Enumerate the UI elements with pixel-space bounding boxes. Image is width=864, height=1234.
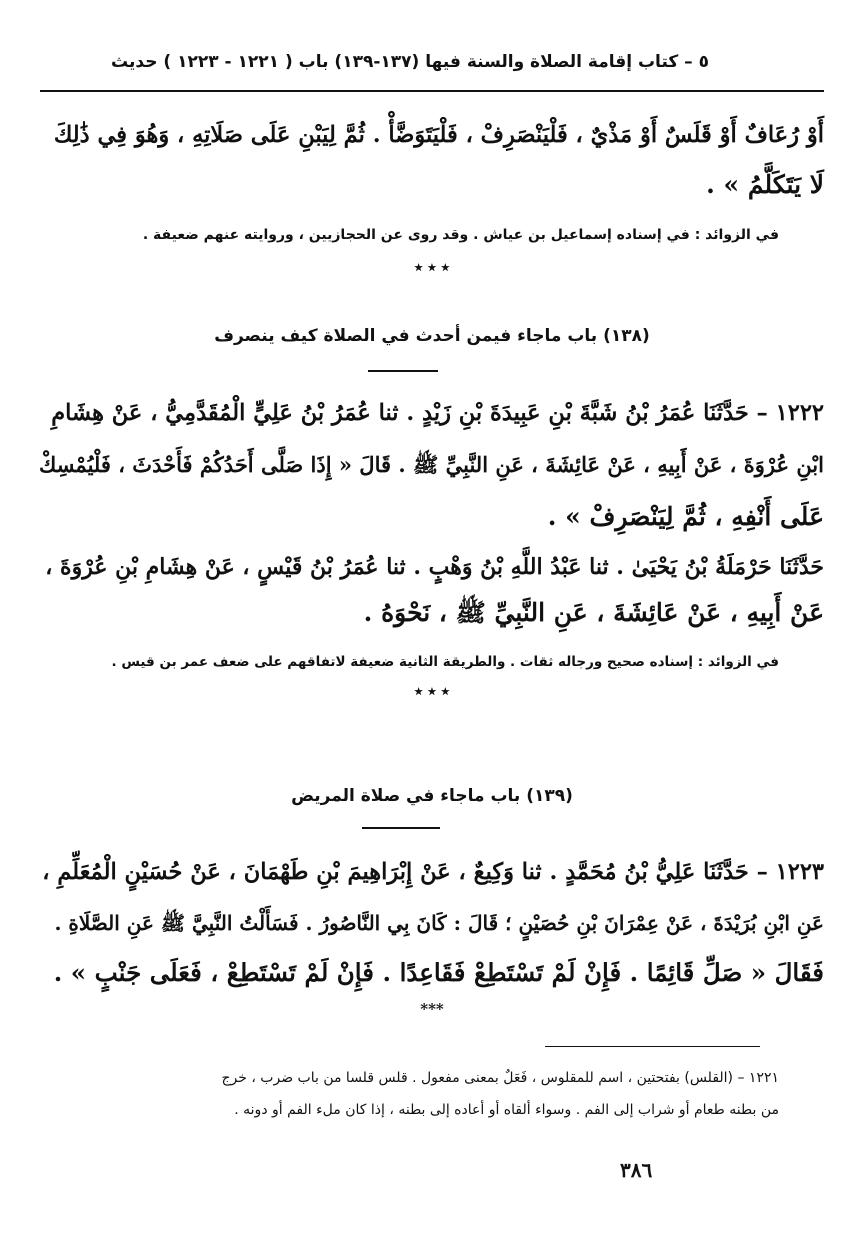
chapter-title-138: (١٣٨) باب ماجاء فيمن أحدث في الصلاة كيف ينصرف [214, 326, 650, 346]
hadith-1222-line-3: عَلَى أَنْفِهِ ، ثُمَّ لِيَنْصَرِفْ » . [547, 502, 824, 531]
chapter-rule-138 [368, 370, 438, 372]
hadith-1223-line-1: ١٢٢٣ – حَدَّثَنَا عَلِيُّ بْنُ مُحَمَّدٍ . ثنا وَكِيعٌ ، عَنْ إِبْرَاهِيمَ بْنِ طَهْمَانَ ، عَنْ حُسَيْنٍ الْمُعَلِّمِ ، [42, 859, 824, 885]
ornament-separator-2: ٭ ٭ ٭ [414, 682, 450, 700]
page-number: ٣٨٦ [620, 1158, 653, 1182]
zawaid-note-1221: في الزوائد : في إسناده إسماعيل بن عياش . وقد روى عن الحجازيين ، وروايته عنهم ضعيفة . [142, 227, 779, 243]
hadith-1221-line-2: لَا يَتَكَلَّمُ » . [706, 170, 824, 199]
footnote-rule [545, 1046, 760, 1047]
header-rule [40, 90, 824, 92]
chapter-rule-139 [362, 827, 440, 829]
hadith-1222-line-4: حَدَّثَنَا حَرْمَلَةُ بْنُ يَحْيَىٰ . ثنا عَبْدُ اللَّهِ بْنُ وَهْبٍ . ثنا عُمَرُ بْنُ قَيْسٍ ، عَنْ هِشَامِ بْنِ عُرْوَةَ ، [45, 554, 824, 580]
ornament-separator-1: ٭ ٭ ٭ [414, 258, 450, 276]
hadith-1221-line-1: أَوْ رُعَافٌ أَوْ قَلَسٌ أَوْ مَذْيٌ ، فَلْيَنْصَرِفْ ، فَلْيَتَوَضَّأْ . ثُمَّ لِيَبْنِ عَلَى صَلَاتِهِ ، وَهُوَ فِي ذَٰلِكَ [53, 122, 824, 148]
hadith-1222-line-1: ١٢٢٢ – حَدَّثَنَا عُمَرُ بْنُ شَبَّةَ بْنِ عَبِيدَةَ بْنِ زَيْدٍ . ثنا عُمَرُ بْنُ عَلِيٍّ الْمُقَدَّمِيُّ ، عَنْ هِشَامِ [51, 400, 824, 426]
footnote-line-1: ١٢٢١ – (القلس) بفتحتين ، اسم للمقلوس ، فَعَلٌ بمعنى مفعول . قلس قلسا من باب ضرب ، خرج [221, 1070, 779, 1086]
hadith-1223-line-2: عَنِ ابْنِ بُرَيْدَةَ ، عَنْ عِمْرَانَ بْنِ حُصَيْنٍ ؛ قَالَ : كَانَ بِي النَّاصُورُ . فَسَأَلْتُ النَّبِيَّ ﷺ عَنِ الصَّلَاةِ . [54, 911, 824, 935]
zawaid-note-1222: في الزوائد : إسناده صحيح ورجاله ثقات . والطريقة الثانية ضعيفة لاتفاقهم على ضعف عمر بن قيس . [111, 654, 779, 670]
hadith-1222-line-2: ابْنِ عُرْوَةَ ، عَنْ أَبِيهِ ، عَنْ عَائِشَةَ ، عَنِ النَّبِيِّ ﷺ . قَالَ « إِذَا صَلَّى أَحَدُكُمْ فَأَحْدَثَ ، فَلْيُمْسِكْ [39, 452, 824, 477]
chapter-title-139: (١٣٩) باب ماجاء في صلاة المريض [291, 786, 573, 806]
stars-separator: *** [420, 1000, 444, 1018]
running-header: ٥ – كتاب إقامة الصلاة والسنة فيها (١٣٧-١٣٩) باب ( ١٢٢١ - ١٢٢٣ ) حديث [111, 52, 709, 72]
footnote-line-2: من بطنه طعام أو شراب إلى الفم . وسواء ألقاه أو أعاده إلى بطنه ، إذا كان ملء الفم أو دونه . [234, 1102, 779, 1118]
hadith-1223-line-3: فَقَالَ « صَلِّ قَائِمًا . فَإِنْ لَمْ تَسْتَطِعْ فَقَاعِدًا . فَإِنْ لَمْ تَسْتَطِعْ ، فَعَلَى جَنْبٍ » . [53, 958, 824, 987]
hadith-1222-line-5: عَنْ أَبِيهِ ، عَنْ عَائِشَةَ ، عَنِ النَّبِيِّ ﷺ ، نَحْوَهُ . [363, 598, 824, 627]
